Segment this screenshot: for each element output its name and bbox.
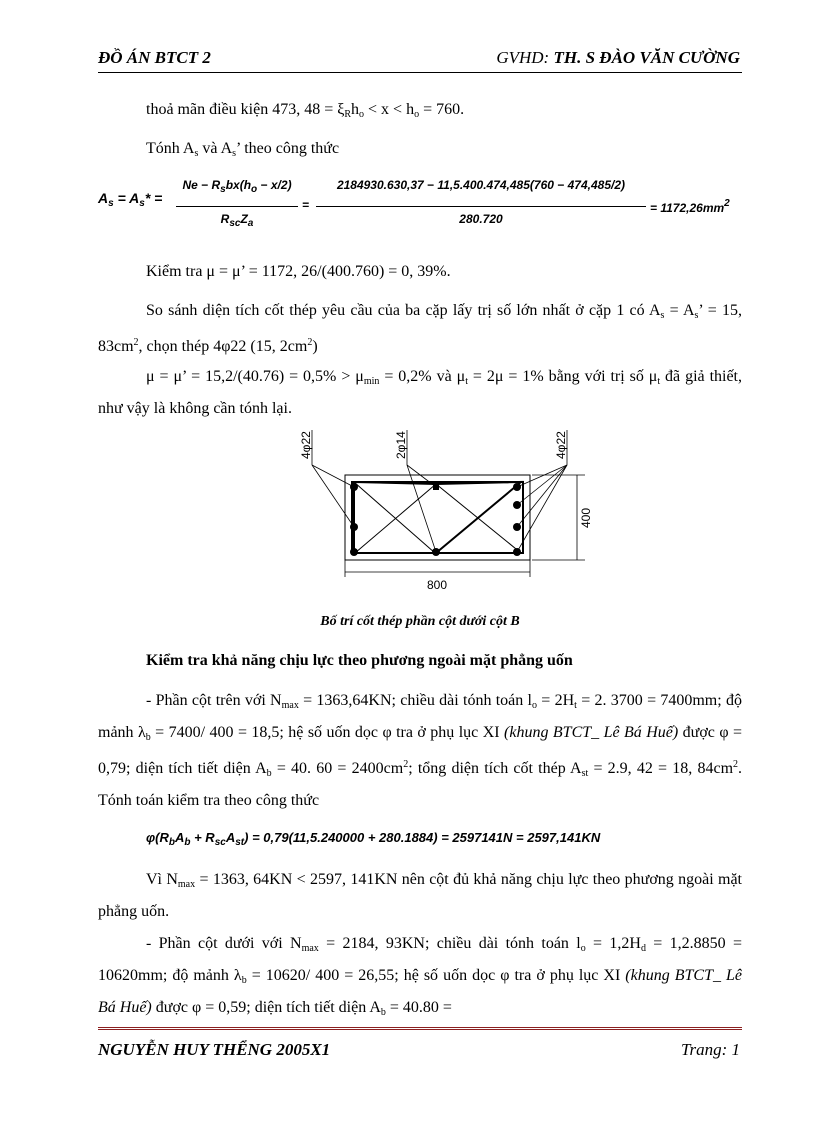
header-title: ĐỒ ÁN BTCT 2 xyxy=(98,48,211,67)
dim-width: 800 xyxy=(426,578,448,592)
header-rule xyxy=(98,72,742,73)
label-right: 4φ22 xyxy=(554,431,568,459)
paragraph-compute: Tónh $A_s$ và $A_s$’ theo công thức xyxy=(146,140,340,159)
paragraph-compare: So sánh diện tích cốt thép yêu cầu của ba cặp lấy trị số lớn nhất ở cặp 1 có $A_s = A_s$’ = 15, $83cm^2$, chọn thép 4φ22 (15, $2cm^2$) xyxy=(98,302,742,355)
section-heading: Kiểm tra khả năng chịu lực theo phương ngoài mặt phẳng uốn xyxy=(146,652,573,669)
label-mid: 2φ14 xyxy=(394,431,408,459)
formula-capacity: $\varphi(R_bA_b + R_{sc}A_{st}) = 0,79(11,5.240000 + 280.1884) = 2597141N = 2597,141KN$ xyxy=(146,830,601,848)
footer-page-number: Trang: 1 xyxy=(680,1040,740,1059)
formula-as: $A_s = A_s*$ = $Ne - R_sbx(h_o - x/2)$ $R_{sc}Z_a$ = 2184930.630,37 − 11,5.400.474,485(760 − 474,485/2) 280.720 = $1172,26mm^2$ xyxy=(98,178,730,229)
label-left: 4φ22 xyxy=(299,431,313,459)
footer-rule xyxy=(98,1027,742,1030)
paragraph-condition: thoả mãn điều kiện 473, $48 = \xi_Rh_o < x < h_o = 760$. xyxy=(146,101,465,120)
reinforcement-diagram xyxy=(270,425,610,610)
paragraph-check-mu: Kiểm tra μ = μ’ = 1172, 26/(400.760) = 0, 39%. xyxy=(146,263,451,280)
paragraph-upper-column: - Phần cột trên với $N_{max} = 1363,64KN$; chiều dài tónh toán $l_o = 2H_t = 2$. 3700 = 7400mm; độ mảnh $\lambda_b = 7400/$ 400 = 18,5; hệ số uốn dọc φ tra ở phụ lục XI (khung BTCT_ Lê Bá Huế) được φ = 0,79; diện tích tiết diện $A_b = 40$. $60 = 2400cm^2$; tổng diện tích cốt thép $A_{st} = 2.9$, 42 = 18, $84cm^2$. Tónh toán kiểm tra theo công thức xyxy=(98,692,743,809)
paragraph-mu-ratio: μ = μ’ = $15,2/(40.76) = 0,5\% > \mu_{min} = 0,2\%$ và $\mu_t = 2\mu = 1\%$ bằng với trị số $\mu_t$ đã giả thiết, như vậy là không cần tónh lại. xyxy=(98,368,743,417)
rebar-bar xyxy=(350,548,358,556)
header-instructor: GVHD: TH. S ĐÀO VĂN CƯỜNG xyxy=(496,48,740,67)
paragraph-lower-column: - Phần cột dưới với $N_{max} = 2184$, 93KN; chiều dài tónh toán $l_o = 1,2H_d = 1,2.8850 = 10620mm$; độ mảnh $\lambda_b = 10620/$ 400 = 26,55; hệ số uốn dọc φ tra ở phụ lục XI (khung BTCT_ Lê Bá Huế) được φ = 0,59; diện tích tiết diện $A_b = 40.80$ = xyxy=(98,935,743,1018)
figure-caption: Bố trí cốt thép phần cột dưới cột B xyxy=(320,614,520,629)
paragraph-conclusion: Vì $N_{max} = 1363$, 64KN < 2597, 141KN nên cột đủ khả năng chịu lực theo phương ngoài mặt phẳng uốn. xyxy=(98,871,742,920)
footer-author: NGUYỄN HUY THỂNG 2005X1 xyxy=(98,1040,331,1059)
dim-height: 400 xyxy=(579,507,593,529)
